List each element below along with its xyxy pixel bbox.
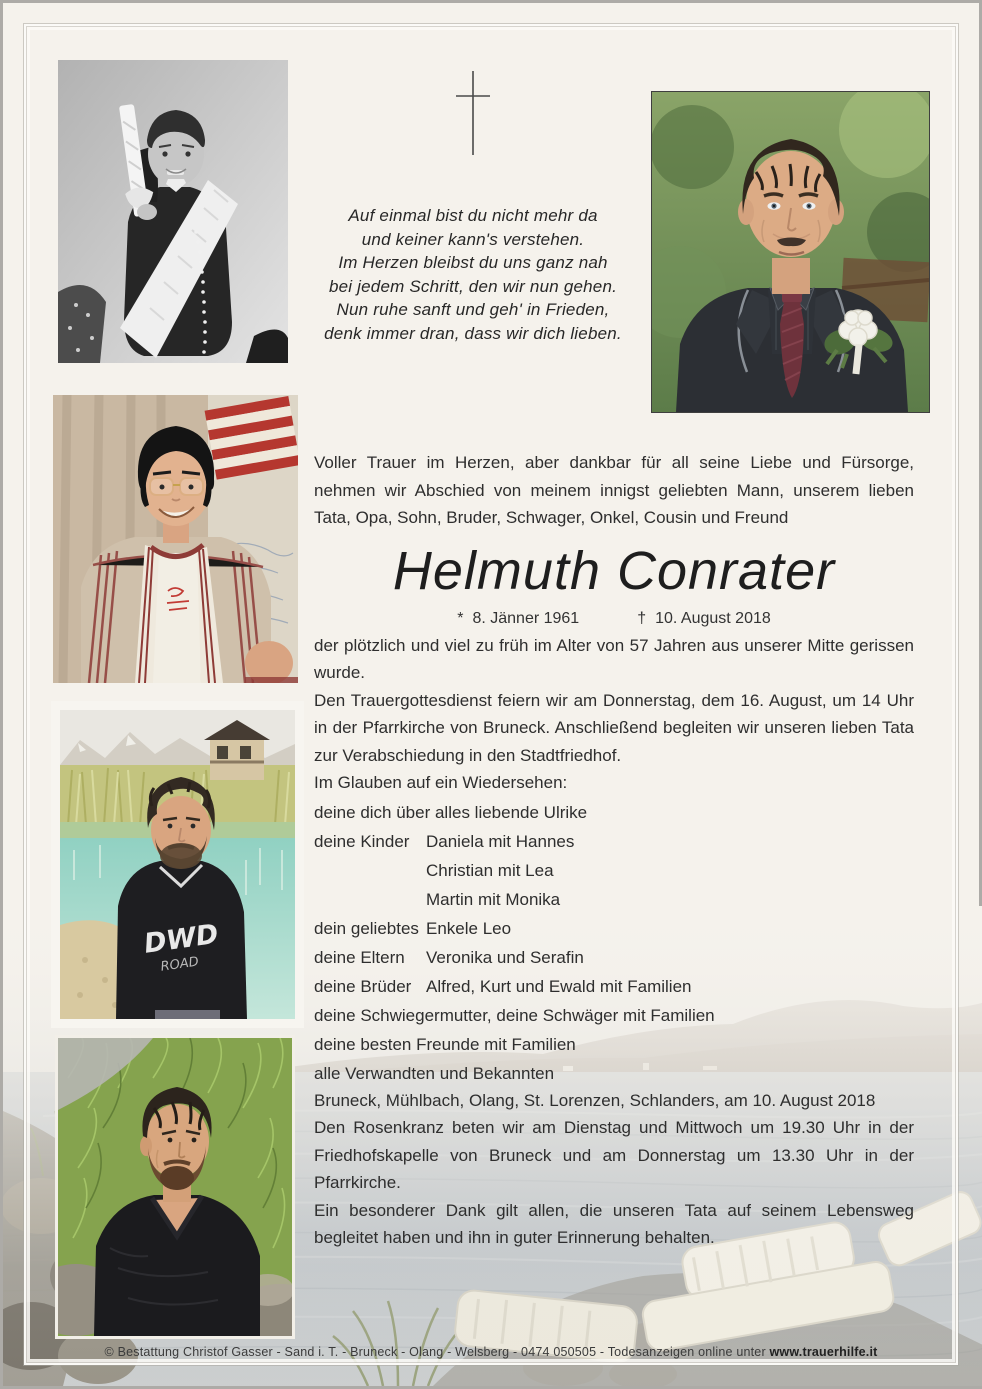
paragraph-thanks: Ein besonderer Dank gilt allen, die unseren Tata auf seinem Lebensweg begleitet haben und ihn in guter Erinnerung behalten.	[314, 1200, 914, 1247]
faith-line: Im Glauben auf ein Wiedersehen:	[314, 773, 568, 792]
footer-link[interactable]: www.trauerhilfe.it	[769, 1345, 878, 1359]
lake-photo-illustration	[60, 710, 295, 1019]
location-date-line: Bruneck, Mühlbach, Olang, St. Lorenzen, Schlanders, am 10. August 2018	[314, 1090, 876, 1110]
paragraph-rosary: Den Rosenkranz beten wir am Dienstag und Mittwoch um 19.30 Uhr in der Friedhofskapelle von Bruneck und am Donnerstag um 13.30 Uhr in der Pfarrkirche.	[314, 1118, 914, 1192]
mourners-list	[314, 799, 914, 1087]
poem-line: denk immer dran, dass wir dich lieben.	[324, 323, 622, 343]
childhood-photo-illustration	[58, 60, 288, 363]
shore-photo-illustration	[58, 1038, 292, 1336]
poem-line: Auf einmal bist du nicht mehr da	[348, 206, 598, 225]
photo-shore	[55, 1035, 295, 1339]
birth-date-text: 8. Jänner 1961	[472, 609, 580, 627]
mourner-row	[314, 1002, 914, 1029]
death-date	[637, 606, 771, 632]
death-symbol: †	[637, 609, 647, 627]
mourner-row	[314, 973, 914, 1000]
mourner-row	[314, 886, 914, 913]
footer-text: © Bestattung Christof Gasser - Sand i. T. - Bruneck - Olang - Welsberg - 0474 050505 - Todesanzeigen online unter	[104, 1345, 770, 1359]
poem-line: und keiner kann's verstehen.	[361, 229, 585, 249]
mourner-label: deine Kinder	[314, 831, 410, 851]
mourner-text: deine besten Freunde mit Familien	[314, 1034, 576, 1054]
photo-young-adult	[53, 395, 298, 683]
mourner-label: deine Brüder	[314, 976, 412, 996]
portrait-photo-illustration	[652, 92, 929, 412]
young-adult-photo-illustration	[53, 395, 298, 683]
mourner-names: Alfred, Kurt und Ewald mit Familien	[426, 976, 692, 996]
life-dates	[314, 606, 914, 632]
intro-paragraph: Voller Trauer im Herzen, aber dankbar für all seine Liebe und Fürsorge, nehmen wir Abschied von meinem innigst geliebten Mann, unserem lieben Tata, Opa, Sohn, Bruder, Schwager, Onkel, Cousin und Freund	[314, 453, 914, 527]
mourner-text: deine dich über alles liebende Ulrike	[314, 802, 588, 822]
birth-date	[457, 606, 579, 632]
birth-symbol: *	[457, 609, 464, 627]
mourner-names: Christian mit Lea	[426, 860, 554, 880]
mourner-names: Martin mit Monika	[426, 889, 561, 909]
mourner-row	[314, 944, 914, 971]
poem-line: Nun ruhe sanft und geh' in Frieden,	[336, 300, 610, 319]
footer	[33, 1345, 949, 1359]
mourner-names: Daniela mit Hannes	[426, 831, 575, 851]
paragraph-age: der plötzlich und viel zu früh im Alter von 57 Jahren aus unserer Mitte gerissen wurde.	[314, 635, 914, 682]
photo-childhood	[58, 60, 288, 363]
memorial-poem	[301, 204, 645, 345]
mourner-row	[314, 1060, 914, 1087]
mourner-text: alle Verwandten und Bekannten	[314, 1063, 555, 1083]
mourner-row	[314, 857, 914, 884]
svg-text:DWD: DWD	[142, 918, 221, 960]
mourner-text: deine Schwiegermutter, deine Schwäger mit Familien	[314, 1005, 715, 1025]
mourner-row	[314, 828, 914, 855]
paragraph-service: Den Trauergottesdienst feiern wir am Donnerstag, dem 16. August, um 14 Uhr in der Pfarrkirche von Bruneck. Anschließend begleiten wir unseren lieben Tata zur Verabschiedung in den Stadtfriedhof.	[314, 690, 914, 765]
poem-line: bei jedem Schritt, den wir nun gehen.	[328, 276, 618, 296]
photo-lake	[51, 701, 304, 1028]
deceased-name: Helmuth Conrater	[392, 540, 836, 601]
mourner-names: Enkele Leo	[426, 918, 512, 938]
svg-text:ROAD: ROAD	[159, 954, 200, 975]
mourner-label: deine Eltern	[314, 947, 405, 967]
mourner-label: dein geliebtes	[314, 918, 419, 938]
obituary-text-column	[314, 449, 914, 1252]
mourner-row	[314, 1031, 914, 1058]
photo-portrait	[651, 91, 930, 413]
mourner-names: Veronika und Serafin	[426, 947, 584, 967]
mourner-row	[314, 915, 914, 942]
cross-icon	[443, 63, 503, 163]
death-date-text: 10. August 2018	[655, 609, 771, 627]
mourner-row	[314, 799, 914, 826]
poem-line: Im Herzen bleibst du uns ganz nah	[338, 253, 608, 272]
